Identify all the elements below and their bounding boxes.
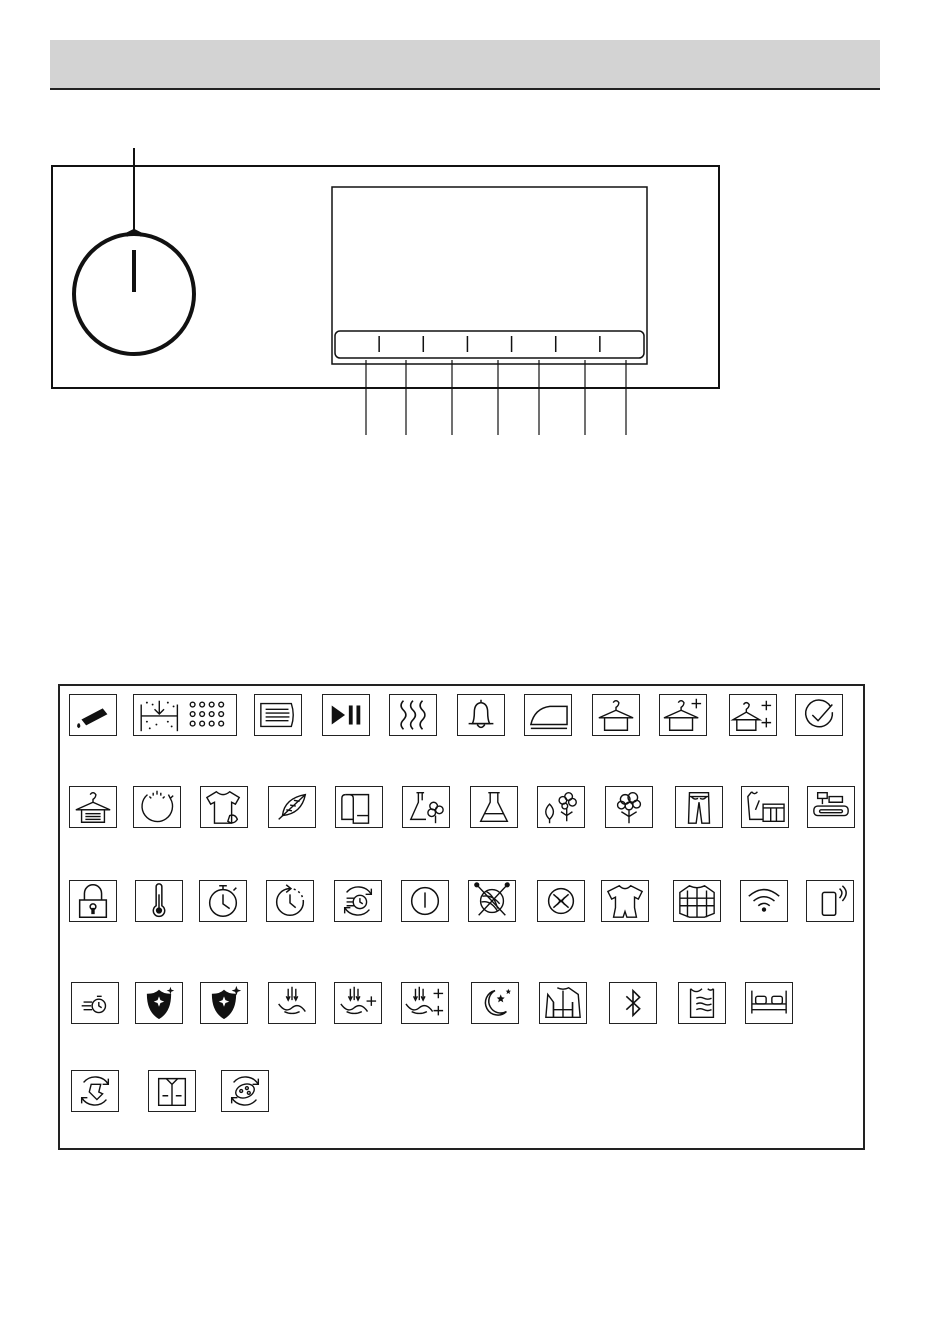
steam-icon	[389, 694, 437, 736]
feather-delicate-icon	[268, 786, 316, 828]
baby-clothes-icon	[601, 880, 649, 922]
shirt-box-icon	[148, 1070, 196, 1112]
flask-icon	[470, 786, 518, 828]
bedding-tray-icon	[807, 786, 855, 828]
bell-icon	[457, 694, 505, 736]
wifi-icon	[740, 880, 788, 922]
anti-allergy-icon	[221, 1070, 269, 1112]
panel-outline	[52, 166, 719, 388]
child-lock-icon	[69, 880, 117, 922]
bed-icon	[745, 982, 793, 1024]
control-panel-diagram	[0, 0, 933, 450]
outdoor-jacket-icon	[673, 880, 721, 922]
hygiene-shield-icon	[135, 982, 183, 1024]
power-icon	[401, 880, 449, 922]
no-spin-icon	[537, 880, 585, 922]
flask-cotton-icon	[402, 786, 450, 828]
hanger-plus-icon	[659, 694, 707, 736]
bluetooth-icon	[609, 982, 657, 1024]
hygiene-plus-icon	[200, 982, 248, 1024]
wool-icon	[468, 880, 516, 922]
jeans-icon	[675, 786, 723, 828]
check-circle-icon	[795, 694, 843, 736]
down-jacket-icon	[539, 982, 587, 1024]
timer-icon	[199, 880, 247, 922]
refresh-icon	[71, 1070, 119, 1112]
night-mode-icon	[471, 982, 519, 1024]
shirt-stain-icon	[200, 786, 248, 828]
towel-icon	[335, 786, 383, 828]
phone-remote-icon	[806, 880, 854, 922]
quick-wash-icon	[334, 880, 382, 922]
rinse-icon	[268, 982, 316, 1024]
display-menu-icon	[254, 694, 302, 736]
iron-icon	[524, 694, 572, 736]
eco-cotton-icon	[537, 786, 585, 828]
drum-clean-icon	[133, 786, 181, 828]
thermometer-icon	[135, 880, 183, 922]
delay-end-icon	[266, 880, 314, 922]
curtain-icon	[678, 982, 726, 1024]
start-pause-icon	[322, 694, 370, 736]
prewash-main-compartment-icon	[133, 694, 237, 736]
hanger-plus-plus-icon	[729, 694, 777, 736]
display-button-strip	[335, 331, 644, 358]
mixed-clothes-icon	[741, 786, 789, 828]
express-icon	[71, 982, 119, 1024]
rinse-plus-plus-icon	[401, 982, 449, 1024]
detergent-icon	[69, 694, 117, 736]
power-knob-icon[interactable]	[74, 231, 194, 354]
rinse-plus-icon	[334, 982, 382, 1024]
cotton-icon	[605, 786, 653, 828]
hanger-icon	[592, 694, 640, 736]
hanger-easy-iron-icon	[69, 786, 117, 828]
